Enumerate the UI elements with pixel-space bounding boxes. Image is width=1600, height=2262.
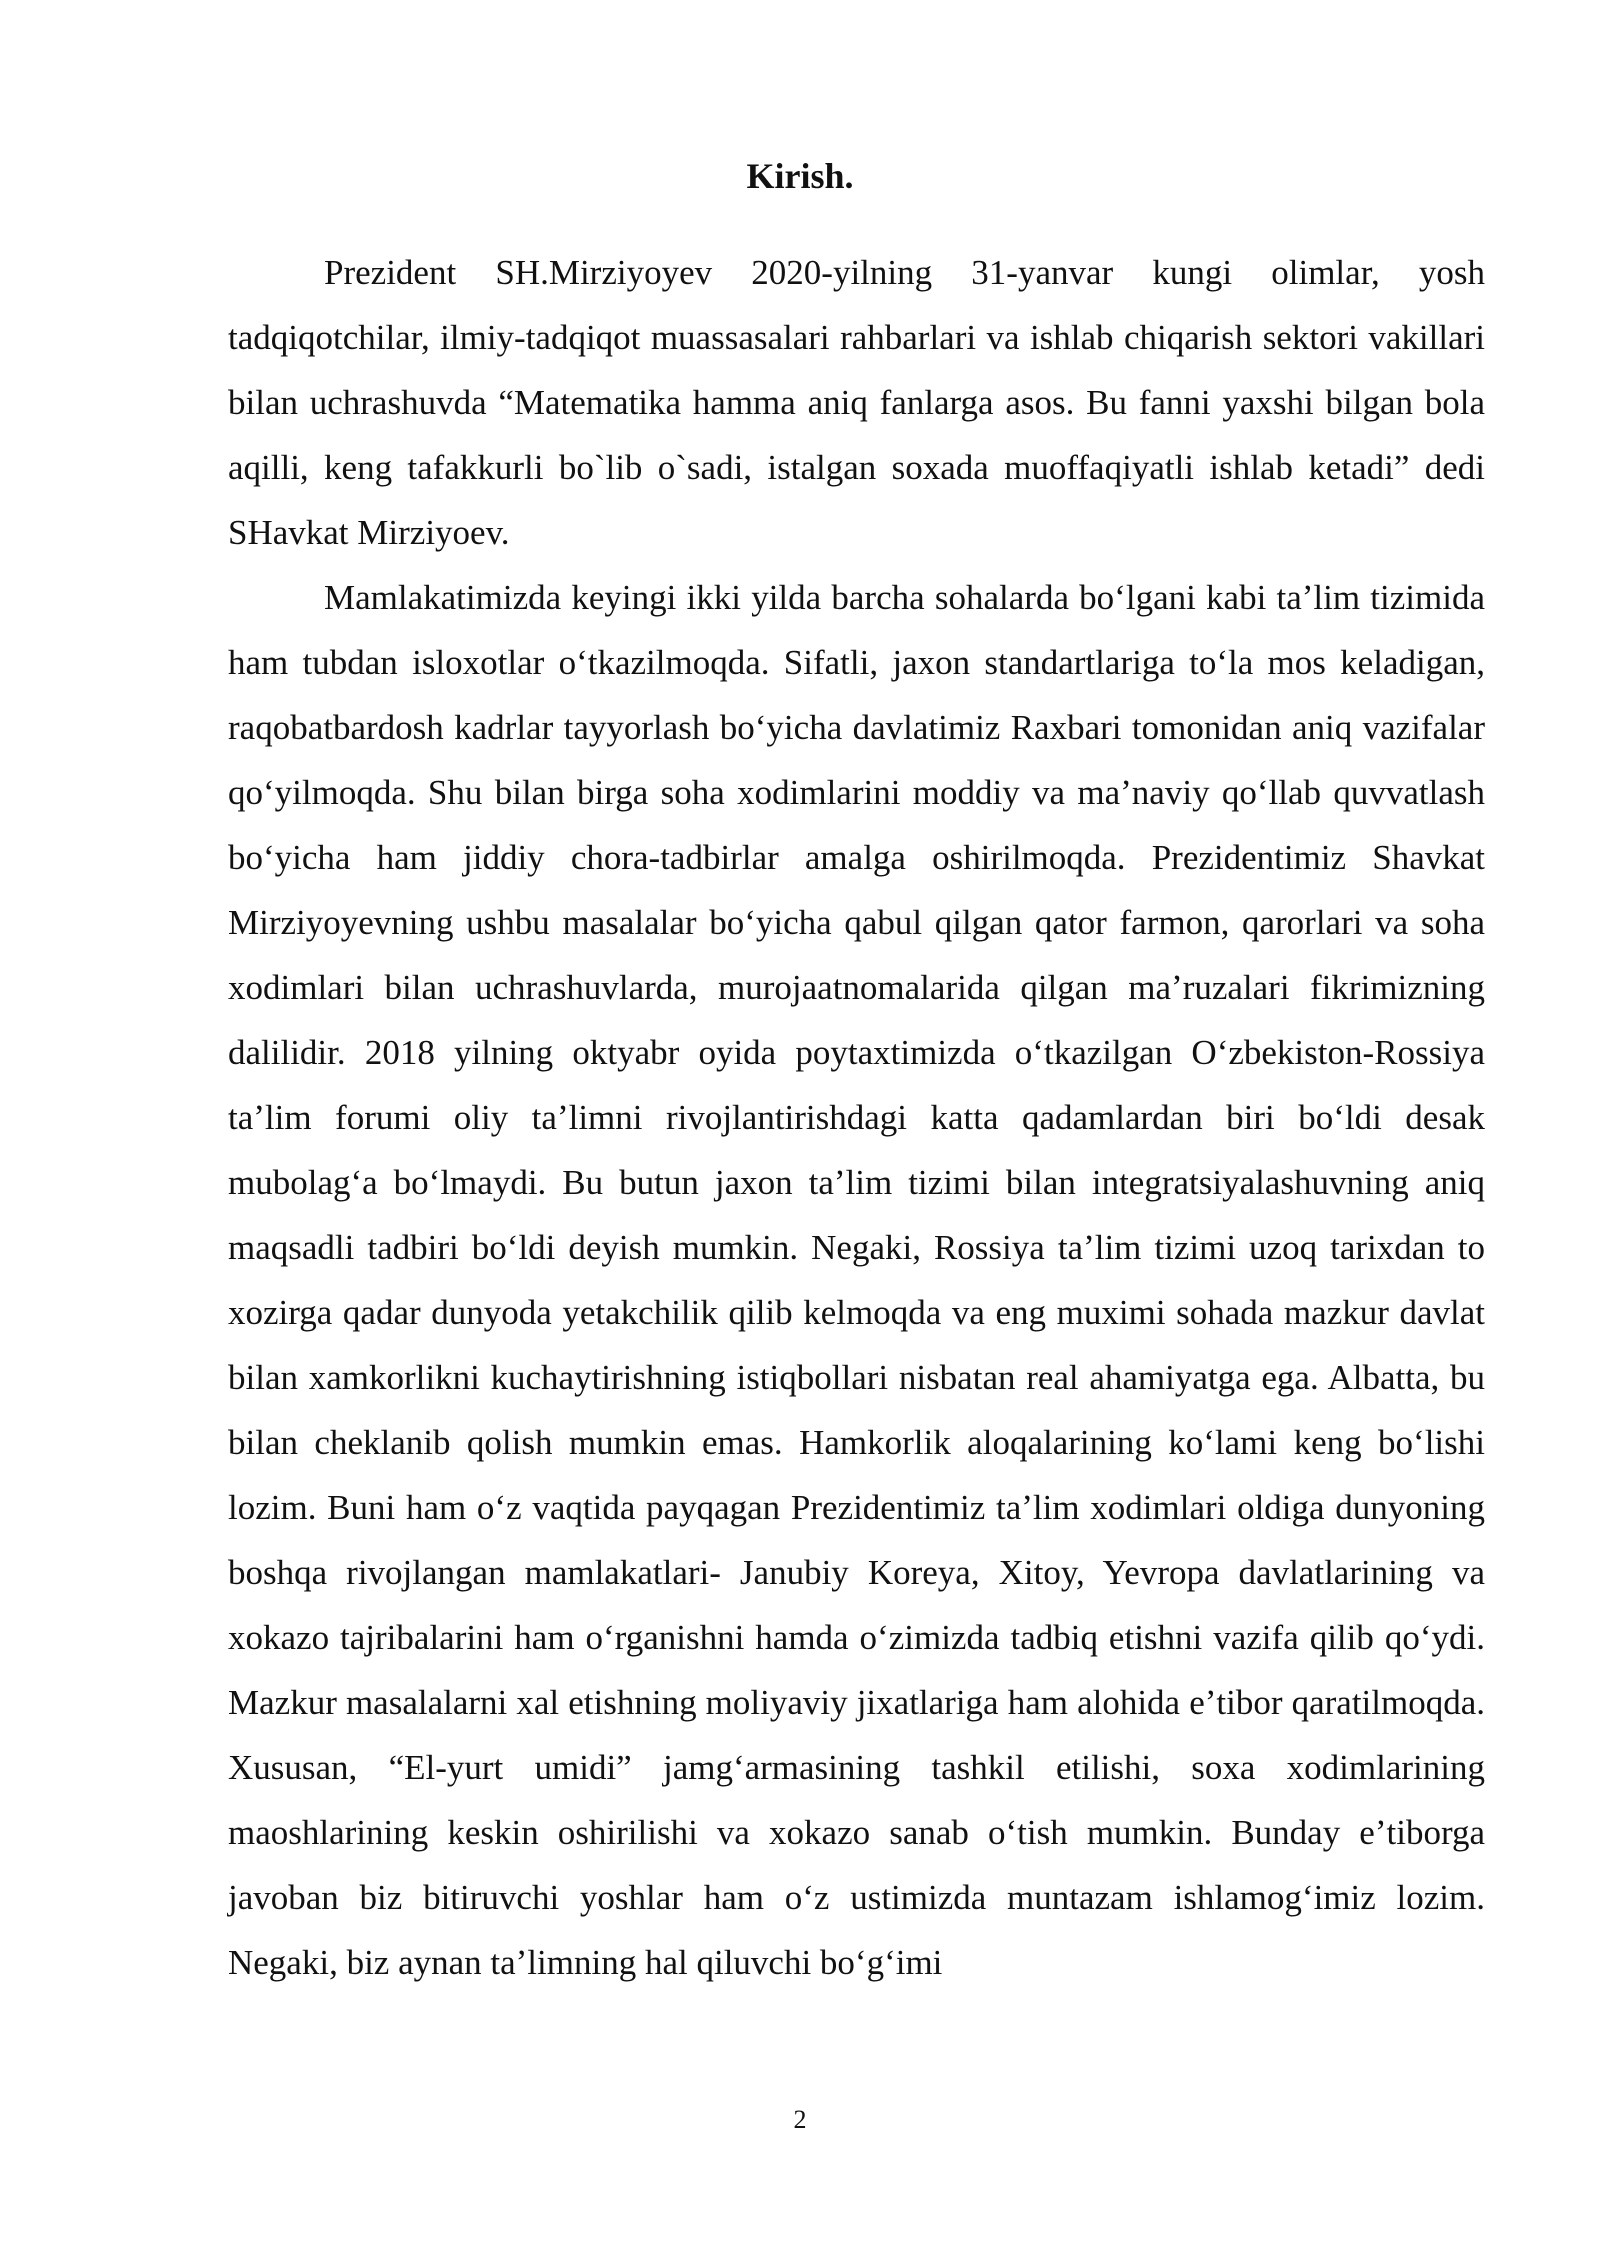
page-number: 2 xyxy=(793,2105,807,2134)
page-title: Kirish. xyxy=(746,156,854,196)
body-text xyxy=(228,240,1485,1995)
paragraph-2: Mamlakatimizda keyingi ikki yilda barcha sohalarda boʻlgani kabi taʼlim tizimida ham tubdan isloxotlar oʻtkazilmoqda. Sifatli, jaxon standartlariga toʻla mos keladigan, raqobatbardosh kadrlar tayyorlash boʻyicha davlatimiz Raxbari tomonidan aniq vazifalar qoʻyilmoqda. Shu bilan birga soha xodimlarini moddiy va maʼnaviy qoʻllab quvvatlash boʻyicha ham jiddiy chora-tadbirlar amalga oshirilmoqda. Prezidentimiz Shavkat Mirziyoyevning ushbu masalalar boʻyicha qabul qilgan qator farmon, qarorlari va soha xodimlari bilan uchrashuvlarda, murojaatnomalarida qilgan maʼruzalari fikrimizning dalilidir. 2018 yilning oktyabr oyida poytaxtimizda oʻtkazilgan Oʻzbekiston-Rossiya taʼlim forumi oliy taʼlimni rivojlantirishdagi katta qadamlardan biri boʻldi desak mubolagʻa boʻlmaydi. Bu butun jaxon taʼlim tizimi bilan integratsiyalashuvning aniq maqsadli tadbiri boʻldi deyish mumkin. Negaki, Rossiya taʼlim tizimi uzoq tarixdan to xozirga qadar dunyoda yetakchilik qilib kelmoqda va eng muximi sohada mazkur davlat bilan xamkorlikni kuchaytirishning istiqbollari nisbatan real ahamiyatga ega. Albatta, bu bilan cheklanib qolish mumkin emas. Hamkorlik aloqalarining koʻlami keng boʻlishi lozim. Buni ham oʻz vaqtida payqagan Prezidentimiz taʼlim xodimlari oldiga dunyoning boshqa rivojlangan mamlakatlari- Janubiy Koreya, Xitoy, Yevropa davlatlarining va xokazo tajribalarini ham oʻrganishni hamda oʻzimizda tadbiq etishni vazifa qilib qoʻydi. Mazkur masalalarni xal etishning moliyaviy jixatlariga ham alohida eʼtibor qaratilmoqda. Xususan, “El-yurt umidi” jamgʻarmasining tashkil etilishi, soxa xodimlarining maoshlarining keskin oshirilishi va xokazo sanab oʻtish mumkin. Bunday eʼtiborga javoban biz bitiruvchi yoshlar ham oʻz ustimizda muntazam ishlamogʻimiz lozim. Negaki, biz aynan taʼlimning hal qiluvchi boʻgʻimi xyxy=(228,578,1485,1982)
paragraph-1: Prezident SH.Mirziyoyev 2020-yilning 31-yanvar kungi olimlar, yosh tadqiqotchilar, ilmiy-tadqiqot muassasalari rahbarlari va ishlab chiqarish sektori vakillari bilan uchrashuvda “Matematika hamma aniq fanlarga asos. Bu fanni yaxshi bilgan bola aqilli, keng tafakkurli bo`lib o`sadi, istalgan soxada muoffaqiyatli ishlab ketadi” dedi SHavkat Mirziyoev. xyxy=(228,253,1485,552)
